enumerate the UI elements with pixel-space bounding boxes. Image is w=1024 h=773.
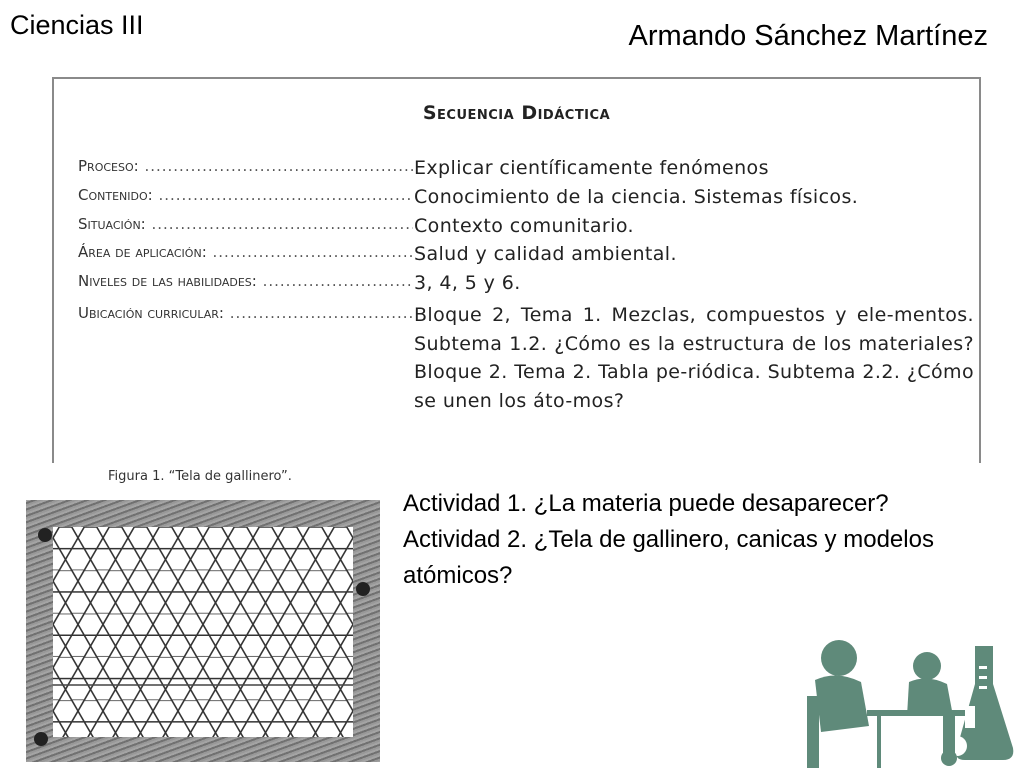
row-value: Salud y calidad ambiental. [414, 243, 677, 265]
row-label: Área de aplicación: ..... [78, 243, 413, 261]
sequence-row-ubicacion [78, 304, 974, 454]
lab-scene-icon [807, 636, 1024, 768]
row-label: Ubicación curricular: ..... [78, 304, 413, 322]
activities-list [403, 486, 1003, 594]
row-label: Proceso: ..... [78, 157, 413, 175]
activity-1: Actividad 1. ¿La materia puede desaparecer? [403, 490, 889, 517]
row-value: 3, 4, 5 y 6. [414, 272, 521, 294]
row-value: Explicar científicamente fenómenos [414, 157, 769, 179]
row-value: Bloque 2, Tema 1. Mezclas, compuestos y ele-mentos. Subtema 1.2. ¿Cómo es la estructura de los materiales? Bloque 2. Tema 2. Tabla pe-riódica. Subtema 2.2. ¿Cómo se unen los áto-mos? [414, 304, 974, 412]
didactic-sequence-box [52, 77, 981, 463]
chicken-wire-photo [26, 500, 380, 762]
course-title: Ciencias III [10, 10, 144, 40]
row-label: Situación: ..... [78, 215, 413, 233]
hexagonal-mesh [53, 527, 353, 737]
figure-caption: Figura 1. “Tela de gallinero”. [108, 469, 292, 484]
nail-icon [38, 528, 52, 542]
row-label: Niveles de las habilidades: ..... [78, 272, 413, 290]
nail-icon [356, 582, 370, 596]
row-label: Contenido: ..... [78, 186, 413, 204]
nail-icon [34, 732, 48, 746]
row-value: Contexto comunitario. [414, 215, 634, 237]
sequence-title: Secuencia Didáctica [422, 102, 611, 124]
sequence-row-niveles [78, 272, 968, 302]
row-value: Conocimiento de la ciencia. Sistemas físicos. [414, 186, 859, 208]
students-lab-illustration [807, 636, 1024, 768]
author-name: Armando Sánchez Martínez [628, 20, 988, 52]
activity-2: Actividad 2. ¿Tela de gallinero, canicas y modelos atómicos? [403, 526, 934, 589]
